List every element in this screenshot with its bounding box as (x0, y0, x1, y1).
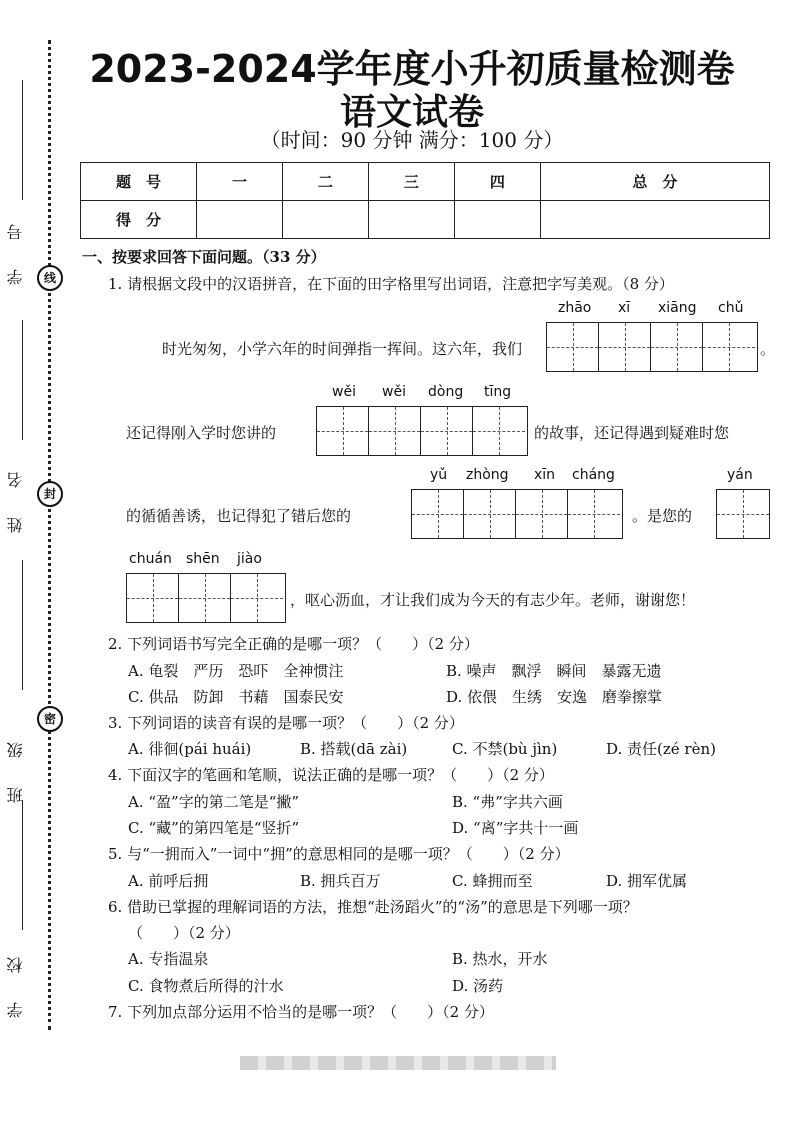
q4-option-c: C. “藏”的第四笔是“竖折” (128, 819, 300, 837)
score-input-cell[interactable] (454, 201, 540, 239)
score-cell: 四 (454, 163, 540, 201)
q5-stem: 5. 与“一拥而入”一词中“拥”的意思相同的是哪一项？（ ）（2 分） (108, 845, 570, 863)
q1-text-line3a: 的循循善诱，也记得犯了错后您的 (126, 507, 352, 525)
q6-option-d: D. 汤药 (452, 977, 504, 995)
q3-option-b: B. 搭载(dā zài) (300, 740, 408, 758)
class-label: 班 级 (6, 730, 25, 804)
q3-option-c: C. 不禁(bù jìn) (452, 740, 558, 758)
pinyin: xīn (534, 467, 556, 483)
seal-feng: 封 (37, 481, 63, 507)
student-id-label: 学 号 (6, 212, 25, 286)
exam-title: 2023-2024学年度小升初质量检测卷 (89, 47, 735, 91)
tianzige-grid[interactable] (716, 489, 770, 539)
tianzige-grid[interactable] (316, 406, 528, 456)
pinyin: tīng (484, 384, 512, 400)
q2-option-d: D. 依偎 生绣 安逸 磨拳擦掌 (446, 688, 663, 706)
tianzige-grid[interactable] (411, 489, 623, 539)
pinyin: yǔ (430, 467, 448, 483)
seal-mi: 密 (37, 706, 63, 732)
tianzige-grid[interactable] (126, 573, 286, 623)
q3-option-d: D. 责任(zé rèn) (606, 740, 716, 758)
q2-stem: 2. 下列词语书写完全正确的是哪一项？（ ）（2 分） (108, 635, 479, 653)
pinyin: cháng (572, 467, 615, 483)
score-cell: 题 号 (81, 163, 197, 201)
school-line (22, 800, 23, 930)
score-cell: 二 (282, 163, 368, 201)
pinyin: xī (618, 300, 631, 316)
q3-option-a: A. 徘徊(pái huái) (128, 740, 252, 758)
binding-dotted-line (48, 40, 51, 1030)
q5-option-b: B. 拥兵百万 (300, 872, 381, 890)
score-input-cell[interactable] (282, 201, 368, 239)
score-cell: 得 分 (81, 201, 197, 239)
score-cell: 一 (197, 163, 283, 201)
tianzige-grid[interactable] (546, 322, 758, 372)
pinyin: wěi (332, 384, 356, 400)
pinyin: dòng (428, 384, 464, 400)
class-line (22, 560, 23, 690)
pinyin: chuán (129, 551, 172, 567)
q6-stem: 6. 借助已掌握的理解词语的方法，推想“赴汤蹈火”的“汤”的意思是下列哪一项？ (108, 898, 638, 916)
q1-text-line3b: 。是您的 (632, 507, 693, 525)
score-cell: 三 (368, 163, 454, 201)
q1-text-line2b: 的故事，还记得遇到疑难时您 (534, 424, 730, 442)
q5-option-a: A. 前呼后拥 (128, 872, 209, 890)
q6-option-a: A. 专指温泉 (128, 950, 209, 968)
pinyin: jiào (237, 551, 262, 567)
q4-stem: 4. 下面汉字的笔画和笔顺，说法正确的是哪一项？（ ）（2 分） (108, 766, 554, 784)
q6-option-c: C. 食物煮后所得的汁水 (128, 977, 284, 995)
q1-text-line4: ，呕心沥血，才让我们成为今天的有志少年。老师，谢谢您！ (290, 591, 696, 609)
q1-stem: 1. 请根据文段中的汉语拼音，在下面的田字格里写出词语，注意把字写美观。（8 分） (108, 275, 674, 293)
q2-option-a: A. 龟裂 严历 恐吓 全神惯注 (128, 662, 344, 680)
pinyin: zhòng (466, 467, 509, 483)
school-label: 学 校 (6, 945, 25, 1019)
q1-line1-end: 。 (760, 340, 776, 358)
score-input-cell[interactable] (540, 201, 769, 239)
score-input-cell[interactable] (197, 201, 283, 239)
name-line (22, 320, 23, 440)
score-table-score-row (81, 201, 770, 239)
score-table (80, 162, 770, 239)
q1-text-line1: 时光匆匆，小学六年的时间弹指一挥间。这六年，我们 (162, 340, 523, 358)
q6-option-b: B. 热水，开水 (452, 950, 548, 968)
score-table-header-row (81, 163, 770, 201)
pinyin: yán (727, 467, 753, 483)
student-id-line (22, 80, 23, 200)
blurred-watermark (240, 1056, 556, 1070)
exam-info: （时间：90 分钟 满分：100 分） (260, 128, 564, 152)
pinyin: zhāo (558, 300, 592, 316)
q6-stem-cont: （ ）（2 分） (128, 924, 240, 942)
pinyin: shēn (186, 551, 220, 567)
pinyin: chǔ (718, 300, 744, 316)
score-cell: 总 分 (540, 163, 769, 201)
q5-option-c: C. 蜂拥而至 (452, 872, 533, 890)
name-label: 姓 名 (6, 460, 25, 534)
q2-option-b: B. 噪声 飘浮 瞬间 暴露无遗 (446, 662, 662, 680)
pinyin: wěi (382, 384, 406, 400)
exam-subtitle: 语文试卷 (339, 92, 484, 133)
q4-option-a: A. “盈”字的第二笔是“撇” (128, 793, 300, 811)
q3-stem: 3. 下列词语的读音有误的是哪一项？（ ）（2 分） (108, 714, 464, 732)
pinyin: xiāng (658, 300, 697, 316)
score-input-cell[interactable] (368, 201, 454, 239)
q7-stem: 7. 下列加点部分运用不恰当的是哪一项？（ ）（2 分） (108, 1003, 494, 1021)
q4-option-b: B. “弗”字共六画 (452, 793, 563, 811)
seal-xian: 线 (37, 265, 63, 291)
q1-text-line2a: 还记得刚入学时您讲的 (126, 424, 277, 442)
q2-option-c: C. 供品 防卸 书藉 国泰民安 (128, 688, 344, 706)
section-heading: 一、按要求回答下面问题。（33 分） (82, 248, 326, 266)
q4-option-d: D. “离”字共十一画 (452, 819, 579, 837)
q5-option-d: D. 拥军优属 (606, 872, 688, 890)
